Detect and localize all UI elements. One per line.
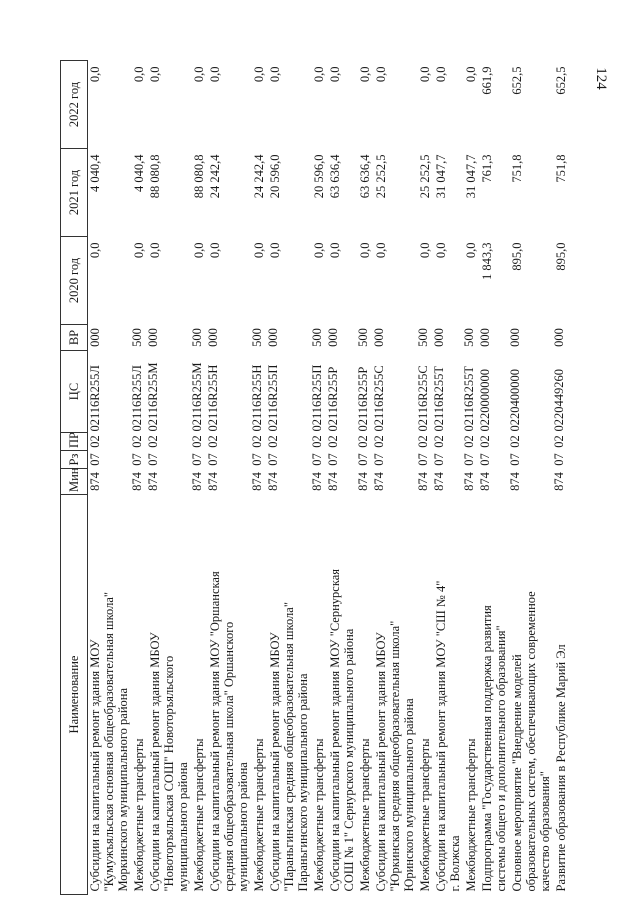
budget-table bbox=[60, 60, 568, 895]
row-cs-cell: 0220000000 bbox=[478, 369, 492, 432]
table-row bbox=[250, 61, 266, 895]
row-name-cell bbox=[206, 495, 250, 895]
row-pr-cell: 02 bbox=[372, 435, 386, 448]
row-2022-cell: 0,0 bbox=[312, 66, 326, 83]
row-min-cell: 874 bbox=[478, 472, 492, 491]
row-rz-cell: 07 bbox=[310, 453, 324, 466]
row-vr-cell: 000 bbox=[508, 328, 522, 347]
row-name-line: Межбюджетные трансферты bbox=[418, 738, 432, 892]
row-name-line: Межбюджетные трансферты bbox=[358, 738, 372, 892]
row-rz-cell: 07 bbox=[508, 453, 522, 466]
row-2021-cell: 88 080,8 bbox=[148, 154, 162, 199]
row-pr-cell: 02 bbox=[146, 435, 160, 448]
row-name-cell bbox=[190, 495, 206, 895]
row-pr-cell: 02 bbox=[416, 435, 430, 448]
row-cs-cell: 02116R255Н bbox=[250, 364, 264, 432]
row-vr-cell: 500 bbox=[190, 328, 204, 347]
row-name-line: муниципального района bbox=[236, 762, 250, 892]
row-min-cell: 874 bbox=[146, 472, 160, 491]
row-2021-cell: 24 242,4 bbox=[208, 154, 222, 199]
row-rz-cell: 07 bbox=[462, 453, 476, 466]
row-2021-cell: 20 596,0 bbox=[312, 154, 326, 199]
row-pr-cell: 02 bbox=[552, 435, 566, 448]
table-row bbox=[552, 61, 568, 895]
row-pr-cell: 02 bbox=[190, 435, 204, 448]
row-cs-cell: 0220449260 bbox=[552, 369, 566, 432]
row-2020-cell: 0,0 bbox=[328, 242, 342, 259]
row-2022-cell: 0,0 bbox=[418, 66, 432, 83]
row-name-line: СОШ № 1" Сернурского муниципального района bbox=[342, 628, 356, 892]
header-rz: Рз bbox=[61, 451, 88, 469]
row-2022-cell: 0,0 bbox=[208, 66, 222, 83]
row-2020-cell: 0,0 bbox=[132, 242, 146, 259]
row-name-cell bbox=[432, 495, 462, 895]
row-2020-cell: 0,0 bbox=[434, 242, 448, 259]
row-name-cell bbox=[310, 495, 326, 895]
row-name-line: "Новоторъяльская СОШ" Новоторъяльского bbox=[162, 655, 176, 892]
table-row bbox=[416, 61, 432, 895]
row-rz-cell: 07 bbox=[416, 453, 430, 466]
row-name-line: Субсидии на капитальный ремонт здания МБОУ bbox=[148, 632, 162, 892]
row-pr-cell: 02 bbox=[462, 435, 476, 448]
row-min-cell: 874 bbox=[416, 472, 430, 491]
row-2022-cell: 652,5 bbox=[510, 66, 524, 95]
row-cs-cell: 02116R255П bbox=[266, 364, 280, 432]
row-2021-cell: 20 596,0 bbox=[268, 154, 282, 199]
row-pr-cell: 02 bbox=[310, 435, 324, 448]
row-name-line: Субсидии на капитальный ремонт здания МБОУ bbox=[374, 632, 388, 892]
row-2020-cell: 0,0 bbox=[268, 242, 282, 259]
row-2022-cell: 0,0 bbox=[132, 66, 146, 83]
row-2020-cell: 0,0 bbox=[464, 242, 478, 259]
row-2022-cell: 652,5 bbox=[554, 66, 568, 95]
row-2020-cell: 895,0 bbox=[510, 242, 524, 271]
table-row bbox=[356, 61, 372, 895]
row-name-line: Субсидии на капитальный ремонт здания МОУ "Оршанская bbox=[208, 571, 222, 892]
row-2022-cell: 0,0 bbox=[268, 66, 282, 83]
row-2021-cell: 25 252,5 bbox=[374, 154, 388, 199]
row-pr-cell: 02 bbox=[432, 435, 446, 448]
row-2022-cell: 0,0 bbox=[328, 66, 342, 83]
row-2020-cell: 0,0 bbox=[148, 242, 162, 259]
row-2020-cell: 0,0 bbox=[252, 242, 266, 259]
row-vr-cell: 500 bbox=[130, 328, 144, 347]
header-vr: ВР bbox=[61, 325, 88, 351]
row-name-line: Субсидии на капитальный ремонт здания МОУ "Сернурская bbox=[328, 568, 342, 892]
table-row bbox=[326, 61, 356, 895]
row-2021-cell: 4 040,4 bbox=[88, 154, 102, 192]
table-row bbox=[190, 61, 206, 895]
row-cs-cell: 02116R255Н bbox=[206, 364, 220, 432]
row-name-cell bbox=[146, 495, 190, 895]
row-name-line: "Параньгинская средняя общеобразовательная школа" bbox=[282, 602, 296, 892]
row-vr-cell: 500 bbox=[416, 328, 430, 347]
table-row bbox=[372, 61, 416, 895]
row-name-line: Межбюджетные трансферты bbox=[132, 738, 146, 892]
row-name-line: Межбюджетные трансферты bbox=[192, 738, 206, 892]
row-name-line: "Кумужъяльская основная общеобразовательная школа" bbox=[102, 592, 116, 892]
row-rz-cell: 07 bbox=[146, 453, 160, 466]
row-rz-cell: 07 bbox=[190, 453, 204, 466]
row-min-cell: 874 bbox=[266, 472, 280, 491]
row-name-line: Межбюджетные трансферты bbox=[464, 738, 478, 892]
row-2021-cell: 88 080,8 bbox=[192, 154, 206, 199]
row-name-cell bbox=[88, 495, 131, 895]
row-cs-cell: 02116R255Л bbox=[130, 365, 144, 432]
table-row bbox=[206, 61, 250, 895]
row-2022-cell: 0,0 bbox=[434, 66, 448, 83]
row-name-cell bbox=[478, 495, 508, 895]
row-min-cell: 874 bbox=[310, 472, 324, 491]
row-pr-cell: 02 bbox=[206, 435, 220, 448]
row-2022-cell: 0,0 bbox=[464, 66, 478, 83]
row-pr-cell: 02 bbox=[266, 435, 280, 448]
table-body bbox=[88, 61, 569, 895]
row-pr-cell: 02 bbox=[508, 435, 522, 448]
row-rz-cell: 07 bbox=[432, 453, 446, 466]
table-row bbox=[88, 61, 131, 895]
header-2022: 2022 год bbox=[61, 61, 88, 149]
row-min-cell: 874 bbox=[130, 472, 144, 491]
row-vr-cell: 000 bbox=[266, 328, 280, 347]
row-cs-cell: 02116R255Т bbox=[462, 365, 476, 432]
row-rz-cell: 07 bbox=[326, 453, 340, 466]
row-2020-cell: 0,0 bbox=[192, 242, 206, 259]
row-pr-cell: 02 bbox=[130, 435, 144, 448]
row-cs-cell: 02116R255П bbox=[310, 364, 324, 432]
row-min-cell: 874 bbox=[206, 472, 220, 491]
row-name-line: Межбюджетные трансферты bbox=[252, 738, 266, 892]
row-rz-cell: 07 bbox=[552, 453, 566, 466]
row-cs-cell: 02116R255Л bbox=[88, 365, 102, 432]
row-name-line: образовательных систем, обеспечивающих современное bbox=[524, 591, 538, 892]
row-rz-cell: 07 bbox=[130, 453, 144, 466]
row-name-cell bbox=[266, 495, 310, 895]
row-cs-cell: 0220400000 bbox=[508, 369, 522, 432]
row-min-cell: 874 bbox=[372, 472, 386, 491]
row-vr-cell: 500 bbox=[462, 328, 476, 347]
row-2021-cell: 25 252,5 bbox=[418, 154, 432, 199]
row-name-line: качество образования" bbox=[538, 771, 552, 892]
row-name-line: Подпрограмма "Государственная поддержка развития bbox=[480, 605, 494, 892]
row-name-line: Развитие образования в Республике Марий Эл bbox=[554, 644, 568, 892]
row-vr-cell: 000 bbox=[326, 328, 340, 347]
row-name-line: Основное мероприятие "Внедрение моделей bbox=[510, 654, 524, 892]
row-2021-cell: 751,8 bbox=[510, 154, 524, 183]
row-2021-cell: 4 040,4 bbox=[132, 154, 146, 192]
row-name-line: "Юркинская средняя общеобразовательная школа" bbox=[388, 620, 402, 892]
table-row bbox=[478, 61, 508, 895]
row-rz-cell: 07 bbox=[372, 453, 386, 466]
row-name-line: Субсидии на капитальный ремонт здания МОУ "СШ № 4" bbox=[434, 580, 448, 892]
row-min-cell: 874 bbox=[356, 472, 370, 491]
row-2020-cell: 0,0 bbox=[358, 242, 372, 259]
row-name-cell bbox=[552, 495, 568, 895]
row-name-line: Субсидии на капитальный ремонт здания МБОУ bbox=[268, 632, 282, 892]
row-name-cell bbox=[130, 495, 146, 895]
table-header-row bbox=[61, 61, 88, 895]
row-vr-cell: 500 bbox=[310, 328, 324, 347]
row-2022-cell: 0,0 bbox=[374, 66, 388, 83]
row-name-cell bbox=[508, 495, 552, 895]
header-2020: 2020 год bbox=[61, 237, 88, 325]
row-cs-cell: 02116R255Р bbox=[356, 366, 370, 432]
page-number: 124 bbox=[592, 67, 609, 90]
table-row bbox=[310, 61, 326, 895]
row-pr-cell: 02 bbox=[88, 435, 102, 448]
row-min-cell: 874 bbox=[250, 472, 264, 491]
row-2020-cell: 0,0 bbox=[418, 242, 432, 259]
row-2022-cell: 0,0 bbox=[148, 66, 162, 83]
row-2021-cell: 31 047,7 bbox=[434, 154, 448, 199]
row-cs-cell: 02116R255Р bbox=[326, 366, 340, 432]
row-vr-cell: 000 bbox=[552, 328, 566, 347]
row-name-line: системы общего и дополнительного образования" bbox=[494, 625, 508, 892]
table-row bbox=[462, 61, 478, 895]
row-rz-cell: 07 bbox=[356, 453, 370, 466]
row-2021-cell: 761,3 bbox=[480, 154, 494, 183]
row-vr-cell: 000 bbox=[432, 328, 446, 347]
row-vr-cell: 500 bbox=[356, 328, 370, 347]
row-vr-cell: 000 bbox=[372, 328, 386, 347]
header-min: Мин bbox=[61, 469, 88, 495]
row-2022-cell: 0,0 bbox=[88, 66, 102, 83]
row-min-cell: 874 bbox=[326, 472, 340, 491]
row-2022-cell: 0,0 bbox=[358, 66, 372, 83]
row-cs-cell: 02116R255М bbox=[190, 362, 204, 432]
row-vr-cell: 000 bbox=[88, 328, 102, 347]
row-pr-cell: 02 bbox=[326, 435, 340, 448]
row-name-cell bbox=[250, 495, 266, 895]
row-2022-cell: 661,9 bbox=[480, 66, 494, 95]
row-vr-cell: 500 bbox=[250, 328, 264, 347]
header-pr: ПР bbox=[61, 433, 88, 451]
row-name-line: г. Волжска bbox=[448, 835, 462, 892]
row-2021-cell: 24 242,4 bbox=[252, 154, 266, 199]
row-name-cell bbox=[326, 495, 356, 895]
table-row bbox=[432, 61, 462, 895]
table-row bbox=[146, 61, 190, 895]
table-row bbox=[130, 61, 146, 895]
row-rz-cell: 07 bbox=[266, 453, 280, 466]
row-min-cell: 874 bbox=[190, 472, 204, 491]
row-2021-cell: 751,8 bbox=[554, 154, 568, 183]
row-min-cell: 874 bbox=[88, 472, 102, 491]
row-name-line: средняя общеобразовательная школа" Оршанского bbox=[222, 621, 236, 892]
row-2020-cell: 1 843,3 bbox=[480, 242, 494, 280]
row-cs-cell: 02116R255М bbox=[146, 362, 160, 432]
row-name-line: муниципального района bbox=[176, 762, 190, 892]
rotated-table-container bbox=[60, 60, 620, 895]
row-2020-cell: 0,0 bbox=[208, 242, 222, 259]
row-name-line: Субсидии на капитальный ремонт здания МОУ bbox=[88, 639, 102, 892]
row-vr-cell: 000 bbox=[146, 328, 160, 347]
row-2021-cell: 63 636,4 bbox=[328, 154, 342, 199]
row-2021-cell: 31 047,7 bbox=[464, 154, 478, 199]
row-2022-cell: 0,0 bbox=[192, 66, 206, 83]
row-min-cell: 874 bbox=[552, 472, 566, 491]
row-name-line: Межбюджетные трансферты bbox=[312, 738, 326, 892]
row-pr-cell: 02 bbox=[478, 435, 492, 448]
row-vr-cell: 000 bbox=[206, 328, 220, 347]
row-rz-cell: 07 bbox=[250, 453, 264, 466]
row-cs-cell: 02116R255С bbox=[416, 365, 430, 432]
row-min-cell: 874 bbox=[462, 472, 476, 491]
row-cs-cell: 02116R255С bbox=[372, 365, 386, 432]
row-vr-cell: 000 bbox=[478, 328, 492, 347]
row-name-line: Параньгинского муниципального района bbox=[296, 673, 310, 892]
row-pr-cell: 02 bbox=[250, 435, 264, 448]
header-2021: 2021 год bbox=[61, 149, 88, 237]
row-name-line: Юринского муниципального района bbox=[402, 698, 416, 892]
row-name-cell bbox=[356, 495, 372, 895]
row-name-cell bbox=[416, 495, 432, 895]
table-row bbox=[508, 61, 552, 895]
row-min-cell: 874 bbox=[508, 472, 522, 491]
row-min-cell: 874 bbox=[432, 472, 446, 491]
row-2022-cell: 0,0 bbox=[252, 66, 266, 83]
row-pr-cell: 02 bbox=[356, 435, 370, 448]
header-name: Наименование bbox=[61, 495, 88, 895]
row-2021-cell: 63 636,4 bbox=[358, 154, 372, 199]
row-rz-cell: 07 bbox=[478, 453, 492, 466]
row-2020-cell: 0,0 bbox=[312, 242, 326, 259]
row-name-cell bbox=[372, 495, 416, 895]
row-name-line: Моркинского муниципального района bbox=[116, 688, 130, 892]
row-2020-cell: 0,0 bbox=[374, 242, 388, 259]
row-cs-cell: 02116R255Т bbox=[432, 365, 446, 432]
row-name-cell bbox=[462, 495, 478, 895]
table-row bbox=[266, 61, 310, 895]
row-2020-cell: 895,0 bbox=[554, 242, 568, 271]
row-rz-cell: 07 bbox=[206, 453, 220, 466]
row-2020-cell: 0,0 bbox=[88, 242, 102, 259]
row-rz-cell: 07 bbox=[88, 453, 102, 466]
header-cs: ЦС bbox=[61, 351, 88, 433]
